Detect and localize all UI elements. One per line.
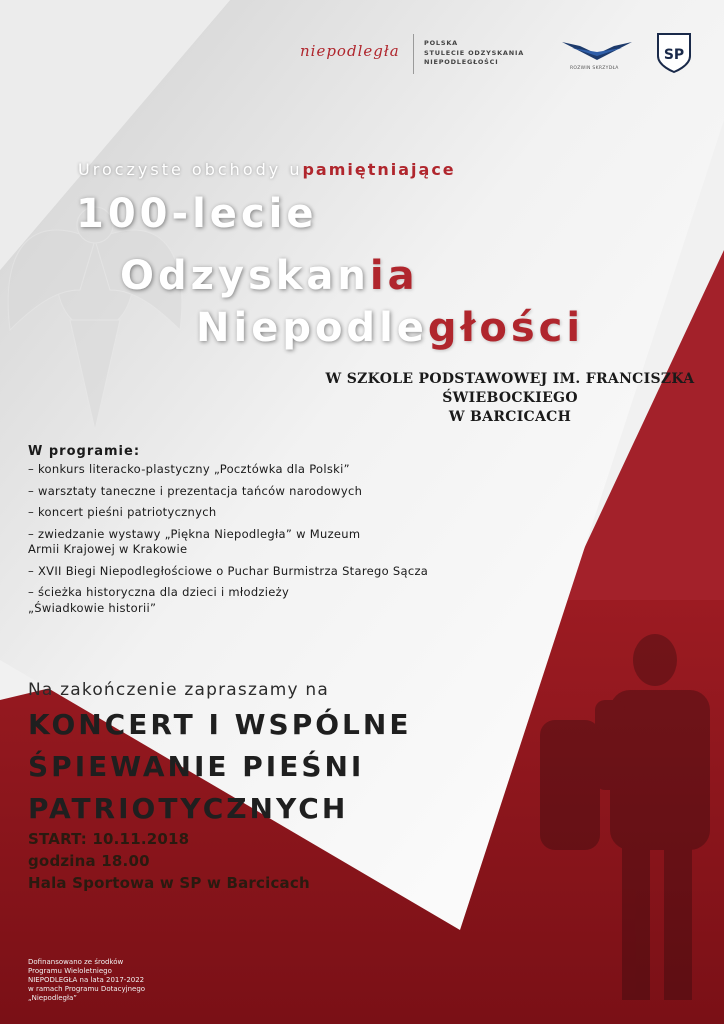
headline-line-1 bbox=[76, 190, 318, 238]
program-item: – koncert pieśni patriotycznych bbox=[28, 505, 217, 519]
concert-title bbox=[28, 704, 411, 830]
program-item: – ścieżka historyczna dla dzieci i młodzieży „Świadkowie historii” bbox=[28, 585, 290, 615]
program-item: – XVII Biegi Niepodległościowe o Puchar Burmistrza Starego Sącza bbox=[28, 563, 429, 578]
school-badge-logo bbox=[652, 30, 696, 74]
headline-line-3 bbox=[196, 304, 584, 352]
niepodlegla-logo: niepodległa bbox=[300, 42, 400, 60]
headline-text: 100-lecie bbox=[76, 191, 318, 237]
event-start: START: 10.11.2018 bbox=[28, 830, 190, 848]
concert-line: PATRIOTYCZNYCH bbox=[28, 792, 349, 825]
headline-red: ia bbox=[369, 253, 419, 299]
footnote-line: NIEPODLEGŁA na lata 2017-2022 bbox=[28, 976, 145, 984]
niepodlegla-subtitle bbox=[424, 39, 524, 68]
footnote-line: w ramach Programu Dotacyjnego bbox=[28, 985, 146, 993]
program-list bbox=[28, 462, 628, 616]
footnote-line: Dofinansowano ze środków bbox=[28, 958, 124, 966]
school-line: W BARCICACH bbox=[448, 409, 572, 425]
intro-line bbox=[78, 160, 456, 179]
concert-line: ŚPIEWANIE PIEŚNI bbox=[28, 750, 365, 783]
closing-invite: Na zakończenie zapraszamy na bbox=[28, 680, 329, 700]
school-line: W SZKOLE PODSTAWOWEJ IM. FRANCISZKA ŚWIEBOCKIEGO bbox=[325, 371, 695, 406]
headline-text: Niepodle bbox=[196, 305, 428, 351]
event-hour: godzina 18.00 bbox=[28, 852, 150, 870]
event-place: Hala Sportowa w SP w Barcicach bbox=[28, 874, 310, 892]
wings-logo-label: ROZWIN SKRZYDŁA bbox=[570, 66, 619, 71]
footnote-line: „Niepodległa” bbox=[28, 994, 77, 1002]
shield-icon bbox=[652, 30, 696, 74]
program-item: – konkurs literacko-plastyczny „Pocztówka dla Polski” bbox=[28, 462, 350, 476]
footnote-line: Programu Wieloletniego bbox=[28, 967, 112, 975]
headline-text: Odzyskan bbox=[120, 253, 370, 299]
program-item: – zwiedzanie wystawy „Piękna Niepodległa” w Muzeum Armii Krajowej w Krakowie bbox=[28, 526, 361, 556]
program-section bbox=[28, 444, 628, 622]
sp-badge-text: SP bbox=[663, 47, 685, 63]
program-item: – warsztaty taneczne i prezentacja tańców narodowych bbox=[28, 483, 363, 498]
concert-line: KONCERT I WSPÓLNE bbox=[28, 708, 412, 741]
subtitle-line: NIEPODLEGŁOŚCI bbox=[424, 58, 499, 66]
subtitle-line: POLSKA bbox=[424, 39, 458, 47]
intro-plain: Uroczyste obchody u bbox=[78, 160, 303, 179]
wings-icon bbox=[560, 40, 634, 64]
logo-bar bbox=[0, 30, 724, 80]
funding-footnote bbox=[28, 958, 145, 1003]
headline-line-2 bbox=[120, 252, 419, 300]
event-details bbox=[28, 828, 310, 894]
wings-logo bbox=[560, 40, 634, 72]
logo-divider bbox=[413, 34, 414, 74]
intro-red: pamiętniające bbox=[302, 160, 456, 179]
subtitle-line: STULECIE ODZYSKANIA bbox=[424, 48, 525, 57]
program-title: W programie: bbox=[28, 444, 141, 459]
school-name bbox=[300, 370, 720, 427]
headline-red: głości bbox=[427, 305, 585, 351]
